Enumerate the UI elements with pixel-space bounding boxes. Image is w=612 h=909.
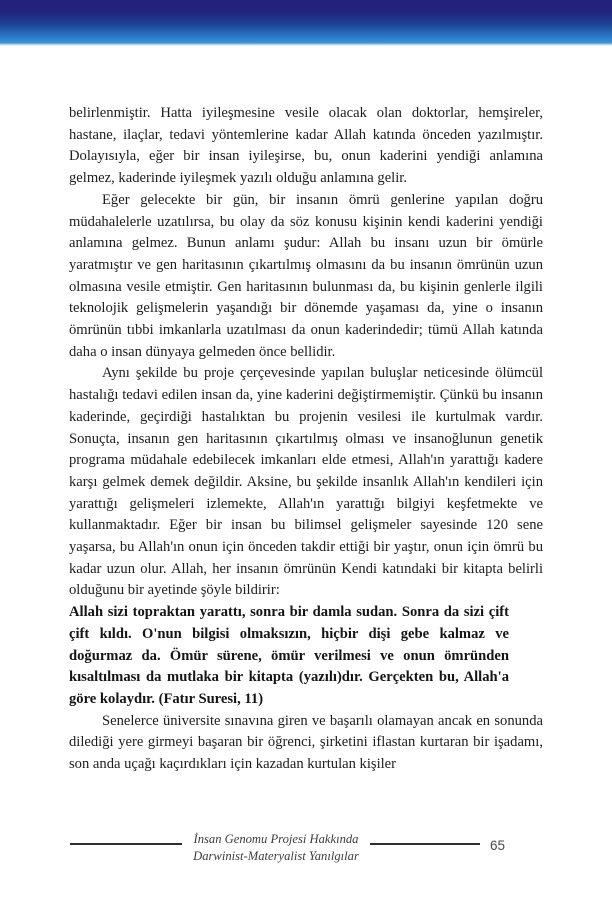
body-paragraph: Eğer gelecekte bir gün, bir insanın ömrü genlerine yapılan doğru müdahalelerle uzatılırsa, bu olay da söz konusu kişinin kendi kaderini yendiği anlamına gelmez. Bunun anlamı şudur: Allah bu insanı uzun bir ömürle yaratmıştır ve gen haritasının çıkartılmış olmasını da bu insanın ömrünün uzun olmasına vesile etmiştir. Gen haritasının bulunması da, bu kişinin genlerle ilgili teknolojik gelişmelerin yaşandığı bir dönemde yaşaması da, yine o insanın ömrünün tıbbi imkanlarla uzatılması da onun kaderindedir; tümü Allah katında daha o insan dünyaya gelmeden önce bellidir.: [69, 191, 543, 360]
header-gradient-band: [0, 0, 612, 46]
body-paragraph: belirlenmiştir. Hatta iyileşmesine vesile olacak olan doktorlar, hemşireler, hastane, ilaçlar, tedavi yöntemlerine kadar Allah katında önceden yazılmıştır. Dolayısıyla, eğer bir insan iyileşirse, bu, onun kaderini yendiği anlamına gelmez, kaderinde iyileşmek yazılı olduğu anlamına gelir.: [69, 105, 543, 187]
footer-rule-left: [70, 843, 182, 845]
quran-verse-quote: Allah sizi topraktan yarattı, sonra bir damla sudan. Sonra da sizi çift çift kıldı. O'nun bilgisi olmaksızın, hiçbir dişi gebe kalmaz ve doğurmaz da. Ömür sürene, ömür verilmesi ve onun ömründen kısaltılması da mutlaka bir kitapta (yazılı)dır. Gerçekten bu, Allah'a göre kolaydır. (Fatır Suresi, 11): [69, 604, 509, 707]
body-paragraph: Senelerce üniversite sınavına giren ve başarılı olamayan ancak en sonunda dilediği yere girmeyi başaran bir öğrenci, şirketini iflastan kurtaran bir işadamı, son anda uçağı kaçırdıkları için kazadan kurtulan kişiler: [69, 712, 543, 773]
footer-rule-right: [370, 843, 480, 845]
body-paragraph: Aynı şekilde bu proje çerçevesinde yapılan buluşlar neticesinde ölümcül hastalığı tedavi edilen insan da, yine kaderini değiştirmemiştir. Çünkü bu insanın kaderinde, geçirdiği hastalıktan bu projenin vesilesi ile kurtulmak vardır. Sonuçta, insanın gen haritasının çıkartılmış olması ve insanoğlunun genetik programa müdahale edebilecek imkanları elde etmesi, Allah'ın yarattığı kadere karşı gelmek demek değildir. Aksine, bu şekilde insanlık Allah'ın kendileri için yarattığı gelişmeleri izlemekte, Allah'ın yarattığı bilgiyi keşfetmekte ve kullanmaktadır. Eğer bir insan bu bilimsel gelişmeler sayesinde 120 sene yaşarsa, bu Allah'ın onun için önceden takdir ettiği bir yaştır, onun için ömrü bu kadar uzun olur. Allah, her insanın ömrünün Kendi katındaki bir kitapta belirli olduğunu bir ayetinde şöyle bildirir:: [69, 365, 543, 599]
running-title-line1: İnsan Genomu Projesi Hakkında: [193, 832, 359, 846]
running-title-line2: Darwinist-Materyalist Yanılgılar: [193, 848, 359, 863]
running-title: [176, 831, 376, 864]
page-body-text: [69, 103, 543, 776]
page-number: 65: [490, 838, 506, 853]
